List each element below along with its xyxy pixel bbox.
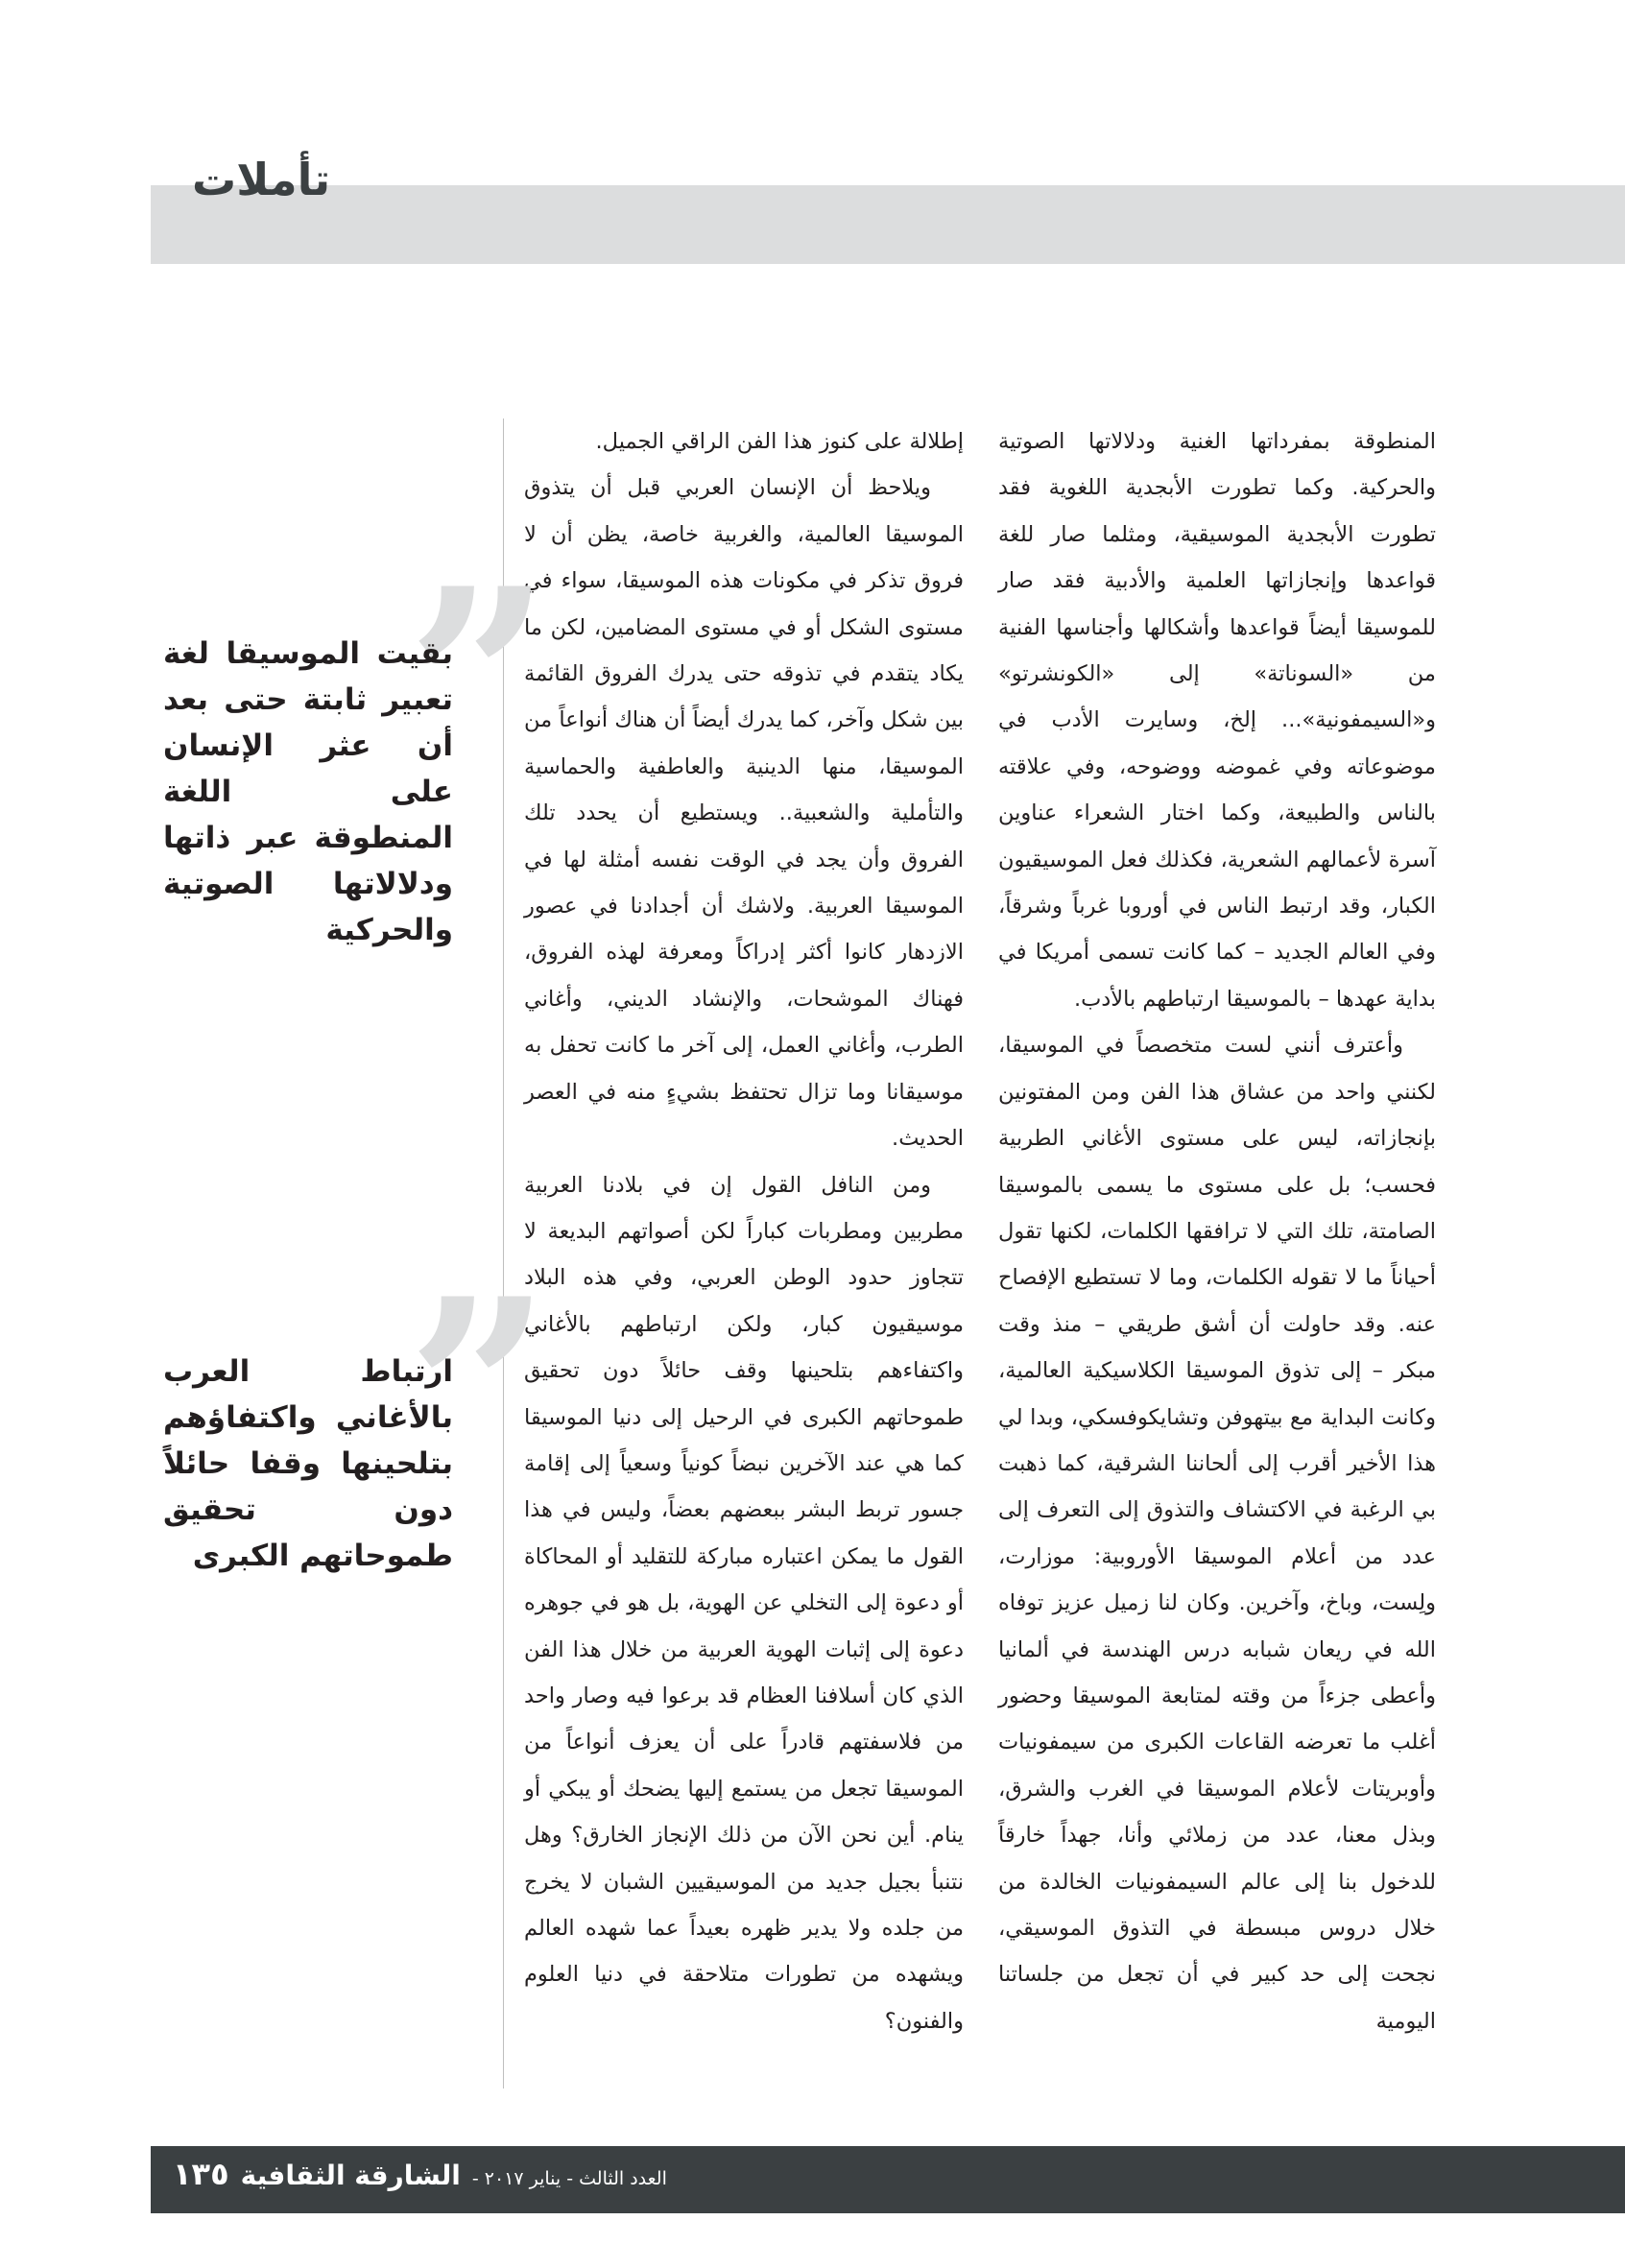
paragraph: إطلالة على كنوز هذا الفن الراقي الجميل. xyxy=(595,429,964,454)
footer xyxy=(173,2156,667,2192)
paragraph: ومن النافل القول إن في بلادنا العربية مطربين ومطربات كباراً لكن أصواتهم البديعة لا تتجاوز حدود الوطن العربي، وفي هذه البلاد موسيقيون كبار، ولكن ارتباطهم بالأغاني واكتفاءهم بتلحينها وقف حائلاً دون تحقيق طموحاتهم الكبرى في الرحيل إلى دنيا الموسيقا كما هي عند الآخرين نبضاً كونياً وسعياً إلى إقامة جسور تربط البشر ببعضهم بعضاً، وليس في هذا القول ما يمكن اعتباره مباركة للتقليد أو المحاكاة أو دعوة إلى التخلي عن الهوية، بل هو في جوهره دعوة إلى إثبات الهوية العربية من خلال هذا الفن الذي كان أسلافنا العظام قد برعوا فيه وصار واحد من فلاسفتهم قادراً على أن يعزف أنواعاً من الموسيقا تجعل من يستمع إليها يضحك أو يبكي أو ينام. أين نحن الآن من ذلك الإنجاز الخارق؟ وهل نتنبأ بجيل جديد من الموسيقيين الشبان لا يخرج من جلده ولا يدير ظهره بعيداً عما شهده العالم ويشهده من تطورات متلاحقة في دنيا العلوم والفنون؟ xyxy=(524,1172,964,2034)
paragraph: وأعترف أنني لست متخصصاً في الموسيقا، لكنني واحد من عشاق هذا الفن ومن المفتونين بإنجازاته، ليس على مستوى الأغاني الطربية فحسب؛ بل على مستوى ما يسمى بالموسيقا الصامتة، تلك التي لا ترافقها الكلمات، لكنها تقول أحياناً ما لا تقوله الكلمات، وما لا تستطيع الإفصاح عنه. وقد حاولت أن أشق طريقي – منذ وقت مبكر – إلى تذوق الموسيقا الكلاسيكية العالمية، وكانت البداية مع بيتهوفن وتشايكوفسكي، وبدا لي هذا الأخير أقرب إلى ألحاننا الشرقية، كما ذهبت بي الرغبة في الاكتشاف والتذوق إلى التعرف إلى عدد من أعلام الموسيقا الأوروبية: موزارت، ولِست، وباخ، وآخرين. وكان لنا زميل عزيز توفاه الله في ريعان شبابه درس الهندسة في ألمانيا وأعطى جزءاً من وقته لمتابعة الموسيقا وحضور أغلب ما تعرضه القاعات الكبرى من سيمفونيات وأوبريتات لأعلام الموسيقا في الغرب والشرق، وبذل معنا، عدد من زملائي وأنا، جهداً خارقاً للدخول بنا إلى عالم السيمفونيات الخالدة من خلال دروس مبسطة في التذوق الموسيقي، نجحت إلى حد كبير في أن تجعل من جلساتنا اليومية xyxy=(998,1033,1436,2034)
article-column-middle xyxy=(524,418,964,2044)
issue-info: العدد الثالث - يناير ٢٠١٧ - xyxy=(471,2168,667,2189)
section-title: تأملات xyxy=(192,154,331,205)
page-number: ١٣٥ xyxy=(173,2156,229,2192)
pull-quote: ارتباط العرب بالأغاني واكتفاؤهم بتلحينها وقفا حائلاً دون تحقيق طموحاتهم الكبرى xyxy=(163,1354,453,1573)
article-column-right xyxy=(998,418,1436,2044)
magazine-logo: الشارقة الثقافية xyxy=(240,2160,461,2191)
quote-mark-icon: ” xyxy=(407,1245,551,1538)
paragraph: المنطوقة بمفرداتها الغنية ودلالاتها الصوتية والحركية. وكما تطورت الأبجدية اللغوية فقد تطورت الأبجدية الموسيقية، ومثلما صار للغة قواعدها وإنجازاتها العلمية والأدبية فقد صار للموسيقا أيضاً قواعدها وأشكالها وأجناسها الفنية من «السوناتة» إلى «الكونشرتو» و«السيمفونية»... إلخ، وسايرت الأدب في موضوعاته وفي غموضه ووضوحه، وفي علاقته بالناس والطبيعة، وكما اختار الشعراء عناوين آسرة لأعمالهم الشعرية، فكذلك فعل الموسيقيون الكبار، وقد ارتبط الناس في أوروبا غرباً وشرقاً، وفي العالم الجديد – كما كانت تسمى أمريكا في بداية عهدها – بالموسيقا ارتباطهم بالأدب. xyxy=(998,429,1436,1012)
paragraph: ويلاحظ أن الإنسان العربي قبل أن يتذوق الموسيقا العالمية، والغربية خاصة، يظن أن لا فروق تذكر في مكونات هذه الموسيقا، سواء في مستوى الشكل أو في مستوى المضامين، لكن ما يكاد يتقدم في تذوقه حتى يدرك الفروق القائمة بين شكل وآخر، كما يدرك أيضاً أن هناك أنواعاً من الموسيقا، منها الدينية والعاطفية والحماسية والتأملية والشعبية.. ويستطيع أن يحدد تلك الفروق وأن يجد في الوقت نفسه أمثلة لها في الموسيقا العربية. ولاشك أن أجدادنا في عصور الازدهار كانوا أكثر إدراكاً ومعرفة لهذه الفروق، فهناك الموشحات، والإنشاد الديني، وأغاني الطرب، وأغاني العمل، إلى آخر ما كانت تحفل به موسيقانا وما تزال تحتفظ بشيءٍ منه في العصر الحديث. xyxy=(524,475,964,1152)
pull-quote: بقيت الموسيقا لغة تعبير ثابتة حتى بعد أن عثر الإنسان على اللغة المنطوقة عبر ذاتها ودلالاتها الصوتية والحركية xyxy=(163,636,453,947)
header-band xyxy=(151,185,1625,264)
quote-mark-icon: ” xyxy=(407,535,551,827)
